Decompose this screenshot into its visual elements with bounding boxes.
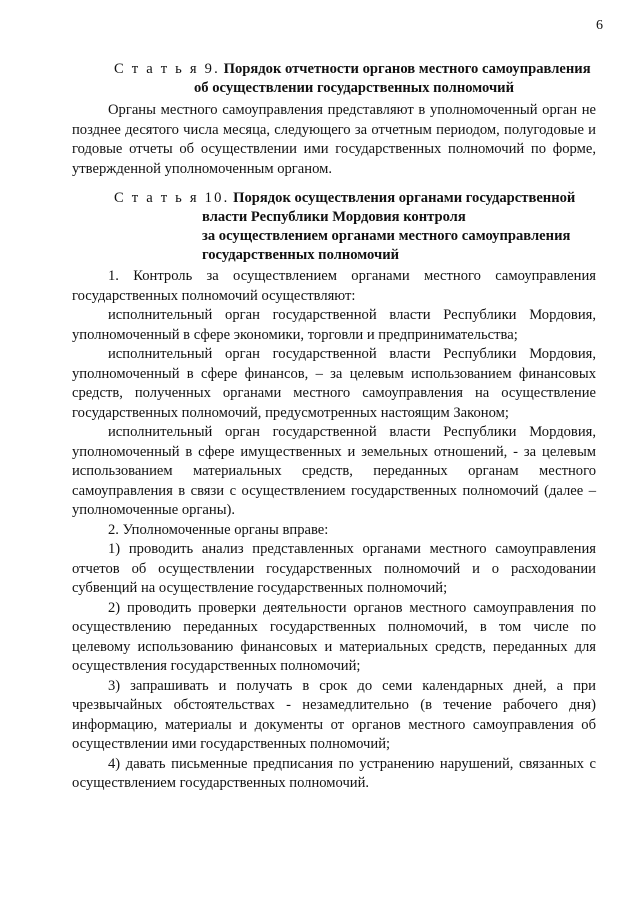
article-10-title-line-3: за осуществлением органами местного самоуправления [202, 228, 571, 244]
article-10-heading-line-4 [114, 246, 575, 265]
article-9-title-line-2: об осуществлении государственных полномочий [194, 80, 514, 96]
article-10-heading-line-2 [114, 208, 575, 227]
article-10-heading-line-3 [114, 227, 575, 246]
article-10-paragraph: исполнительный орган государственной власти Республики Мордовия, уполномоченный в сфере имущественных и земельных отношений, - за целевым использованием материальных средств, переданных органам местного самоуправления в связи с осуществлением государственных полномочий (далее – уполномоченные органы). [72, 424, 596, 518]
article-9-prefix: С т а т ь я 9. [114, 61, 220, 77]
article-9-heading [114, 60, 591, 98]
article-10-heading [114, 189, 575, 265]
article-10-heading-line-1 [114, 189, 575, 208]
article-10-title-line-4: государственных полномочий [202, 247, 400, 263]
article-9-heading-line-2 [114, 79, 591, 98]
article-10-paragraph: 3) запрашивать и получать в срок до семи календарных дней, а при чрезвычайных обстоятельствах - незамедлительно (в течение рабочего дня) информацию, материалы и документы от органов местного самоуправления об осуществлении ими государственных полномочий; [72, 677, 596, 752]
article-10-paragraph: 2) проводить проверки деятельности органов местного самоуправления по осуществлению переданных государственных полномочий, в том числе по целевому использованию финансовых и материальных средств, переданных для осуществления государственных полномочий; [72, 599, 596, 674]
article-10-paragraph: 4) давать письменные предписания по устранению нарушений, связанных с осуществлением государственных полномочий. [72, 755, 596, 791]
article-9-body [72, 101, 596, 179]
article-10-paragraph: исполнительный орган государственной власти Республики Мордовия, уполномоченный в сфере экономики, торговли и предпринимательства; [72, 307, 596, 343]
page-number: 6 [596, 18, 603, 33]
article-9-title-line-1: Порядок отчетности органов местного самоуправления [223, 61, 591, 77]
article-9-paragraph: Органы местного самоуправления представляют в уполномоченный орган не позднее десятого числа месяца, следующего за отчетным периодом, полугодовые и годовые отчеты об осуществлении ими государственных полномочий по форме, утвержденной уполномоченным органом. [72, 102, 596, 177]
article-10-paragraph: 2. Уполномоченные органы вправе: [108, 521, 329, 538]
article-10-title-line-1: Порядок осуществления органами государственной [233, 190, 576, 206]
article-10-title-line-2: власти Республики Мордовия контроля [202, 209, 466, 225]
article-10-paragraph: 1. Контроль за осуществлением органами местного самоуправления государственных полномочий осуществляют: [72, 268, 596, 304]
article-10-paragraph: исполнительный орган государственной власти Республики Мордовия, уполномоченный в сфере финансов, – за целевым использованием финансовых средств, полученных органами местного самоуправления на осуществление государственных полномочий, предусмотренных настоящим Законом; [72, 346, 596, 421]
article-9-heading-line-1 [114, 60, 591, 79]
article-10-body [72, 267, 596, 794]
article-10-paragraph: 1) проводить анализ представленных органами местного самоуправления отчетов об осуществлении государственных полномочий и о расходовании субвенций на осуществление государственных полномочий; [72, 541, 596, 596]
article-10-prefix: С т а т ь я 10. [114, 190, 230, 206]
